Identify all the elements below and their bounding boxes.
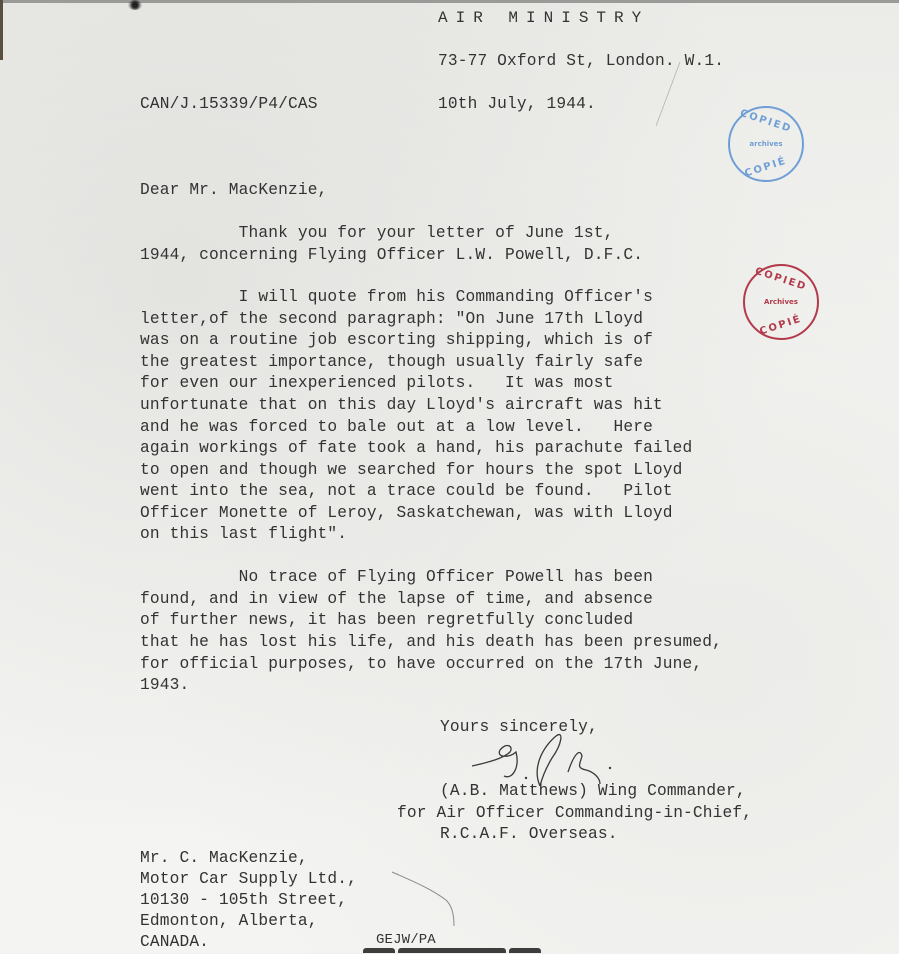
signatory-line: (A.B. Matthews) Wing Commander, — [440, 782, 746, 800]
stamp-bottom-text: COPIÉ — [758, 313, 804, 338]
pencil-stroke-mark — [390, 870, 460, 930]
letter-date: 10th July, 1944. — [438, 95, 596, 113]
paragraph-line: went into the sea, not a trace could be found. Pilot — [140, 482, 673, 500]
address-line: Motor Car Supply Ltd., — [140, 870, 358, 888]
stamp-middle-text: Archives — [764, 298, 798, 306]
address-line: CANADA. — [140, 933, 210, 951]
bottom-bar — [398, 948, 506, 953]
bottom-bar — [363, 948, 395, 953]
ink-blot — [128, 0, 142, 10]
paragraph-line: letter,of the second paragraph: "On June 17th Lloyd — [140, 310, 644, 328]
paragraph-line: found, and in view of the lapse of time, and absence — [140, 590, 653, 608]
copied-stamp-red — [743, 264, 819, 340]
letterhead-organization: AIR MINISTRY — [438, 9, 650, 27]
paragraph-line: of further news, it has been regretfully concluded — [140, 611, 634, 629]
address-line: Mr. C. MacKenzie, — [140, 849, 308, 867]
bottom-bar — [509, 948, 541, 953]
paragraph-line: on this last flight". — [140, 525, 348, 543]
paragraph-line: Thank you for your letter of June 1st, — [140, 224, 614, 242]
paragraph-line: unfortunate that on this day Lloyd's aircraft was hit — [140, 396, 663, 414]
stamp-bottom-text: COPIÉ — [743, 155, 789, 180]
bottom-edge-controls — [363, 948, 541, 953]
paragraph-line: for even our inexperienced pilots. It was most — [140, 374, 614, 392]
paragraph-line: No trace of Flying Officer Powell has been — [140, 568, 653, 586]
salutation: Dear Mr. MacKenzie, — [140, 181, 328, 199]
handwritten-signature — [470, 728, 620, 788]
unit-line: R.C.A.F. Overseas. — [440, 825, 618, 843]
on-behalf-line: for Air Officer Commanding-in-Chief, — [397, 804, 753, 822]
pencil-stroke-mark — [650, 60, 690, 130]
address-line: 10130 - 105th Street, — [140, 891, 348, 909]
paragraph-line: and he was forced to bale out at a low level. Here — [140, 418, 653, 436]
paragraph-line: was on a routine job escorting shipping, which is of — [140, 331, 653, 349]
copied-stamp-blue — [728, 106, 804, 182]
stamp-top-text: COPIED — [738, 107, 794, 136]
paragraph-line: for official purposes, to have occurred on the 17th June, — [140, 655, 703, 673]
paragraph-line: again workings of fate took a hand, his parachute failed — [140, 439, 693, 457]
paragraph-line: 1944, concerning Flying Officer L.W. Powell, D.F.C. — [140, 246, 644, 264]
address-line: Edmonton, Alberta, — [140, 912, 318, 930]
page-left-edge — [0, 0, 3, 60]
stamp-top-text: COPIED — [753, 265, 809, 294]
stamp-middle-text: archives — [749, 140, 783, 148]
reference-number: CAN/J.15339/P4/CAS — [140, 95, 318, 113]
letterhead-address: 73-77 Oxford St, London. W.1. — [438, 52, 725, 70]
paragraph-line: the greatest importance, though usually fairly safe — [140, 353, 644, 371]
valediction: Yours sincerely, — [440, 718, 598, 736]
paragraph-line: 1943. — [140, 676, 190, 694]
paragraph-line: Officer Monette of Leroy, Saskatchewan, was with Lloyd — [140, 504, 673, 522]
paragraph-line: to open and though we searched for hours the spot Lloyd — [140, 461, 683, 479]
paragraph-line: I will quote from his Commanding Officer's — [140, 288, 653, 306]
typist-initials: GEJW/PA — [376, 932, 436, 948]
paragraph-line: that he has lost his life, and his death has been presumed, — [140, 633, 722, 651]
